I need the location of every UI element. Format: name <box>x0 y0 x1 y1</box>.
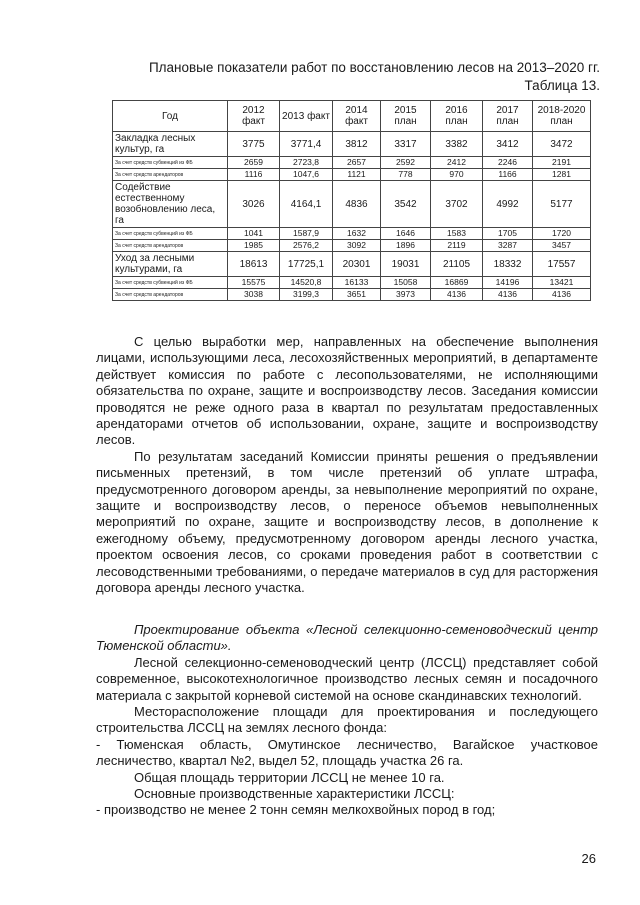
paragraph: - производство не менее 2 тонн семян мелкохвойных пород в год; <box>96 802 496 818</box>
table-cell: 19031 <box>381 252 431 277</box>
table-cell: 778 <box>381 169 431 181</box>
table-cell: 2657 <box>333 157 381 169</box>
header-year: 2012 факт <box>228 101 280 132</box>
paragraph: Основные производственные характеристики ЛССЦ: <box>134 786 455 802</box>
table-cell: 1041 <box>228 228 280 240</box>
header-year: 2015 план <box>381 101 431 132</box>
table-cell: 1896 <box>381 240 431 252</box>
table-cell: 5177 <box>533 181 591 228</box>
table-cell: 2659 <box>228 157 280 169</box>
table-cell: 16869 <box>431 277 483 289</box>
table-body <box>113 132 591 301</box>
table-cell: 4836 <box>333 181 381 228</box>
table-title-line: Плановые показатели работ по восстановлению лесов на 2013–2020 гг. <box>148 60 600 75</box>
row-label: За счет средств арендаторов <box>113 289 228 301</box>
table-cell: 3702 <box>431 181 483 228</box>
header-year: 2017 план <box>483 101 533 132</box>
table-cell: 17557 <box>533 252 591 277</box>
table-cell: 3457 <box>533 240 591 252</box>
table-cell: 1632 <box>333 228 381 240</box>
table-cell: 4136 <box>533 289 591 301</box>
table-cell: 1047,6 <box>280 169 333 181</box>
table-cell: 4992 <box>483 181 533 228</box>
paragraph: Общая площадь территории ЛССЦ не менее 10 га. <box>134 769 445 785</box>
table-cell: 3412 <box>483 132 533 157</box>
section-heading: Проектирование объекта «Лесной селекционно-семеноводческий центр Тюменской области». <box>96 622 598 654</box>
table-cell: 1281 <box>533 169 591 181</box>
table-cell: 14520,8 <box>280 277 333 289</box>
table-cell: 3775 <box>228 132 280 157</box>
table-cell: 2412 <box>431 157 483 169</box>
table-cell: 3038 <box>228 289 280 301</box>
table-title <box>108 59 600 95</box>
row-label: За счет средств субвенций из ФБ <box>113 277 228 289</box>
table-cell: 17725,1 <box>280 252 333 277</box>
table-cell: 1985 <box>228 240 280 252</box>
table-cell: 3317 <box>381 132 431 157</box>
table-subrow <box>113 277 591 289</box>
table-subrow <box>113 157 591 169</box>
paragraph: По результатам заседаний Комиссии приняты решения о предъявлении письменных претензий, в том числе претензий об уплате штрафа, предусмотренного договором аренды, за невыполнение мероприятий по охране, защите и воспроизводству лесов, о переносе объемов невыполненных мероприятий по охране, защите и воспроизводству лесов, в дополнение к ежегодному объему, предусмотренному договором аренды лесного участка, проектом освоения лесов, со сроками проведения работ в соответствии с лесоводственными требованиями, о передаче материалов в суд для расторжения договора аренды лесного участка. <box>96 448 598 596</box>
table-cell: 970 <box>431 169 483 181</box>
table-cell: 2723,8 <box>280 157 333 169</box>
table-cell: 2576,2 <box>280 240 333 252</box>
header-year: 2013 факт <box>280 101 333 132</box>
table-cell: 3026 <box>228 181 280 228</box>
table-cell: 1720 <box>533 228 591 240</box>
table-cell: 3382 <box>431 132 483 157</box>
table-cell: 1583 <box>431 228 483 240</box>
table-cell: 3812 <box>333 132 381 157</box>
table-cell: 3472 <box>533 132 591 157</box>
table-cell: 2246 <box>483 157 533 169</box>
paragraph-block-1 <box>96 334 598 597</box>
table-row <box>113 181 591 228</box>
table-cell: 15058 <box>381 277 431 289</box>
reforestation-table <box>112 100 591 301</box>
table-subrow <box>113 228 591 240</box>
table-cell: 4136 <box>431 289 483 301</box>
table-cell: 18332 <box>483 252 533 277</box>
row-label: За счет средств субвенций из ФБ <box>113 157 228 169</box>
header-year: 2014 факт <box>333 101 381 132</box>
table-cell: 1587,9 <box>280 228 333 240</box>
header-year-label: Год <box>113 101 228 132</box>
row-label: Закладка лесных культур, га <box>113 132 228 157</box>
table-cell: 16133 <box>333 277 381 289</box>
table-cell: 18613 <box>228 252 280 277</box>
table-header-row <box>113 101 591 132</box>
row-label: За счет средств арендаторов <box>113 169 228 181</box>
table-cell: 3092 <box>333 240 381 252</box>
table-cell: 14196 <box>483 277 533 289</box>
table-cell: 4164,1 <box>280 181 333 228</box>
table-cell: 1116 <box>228 169 280 181</box>
table-cell: 15575 <box>228 277 280 289</box>
table-cell: 2191 <box>533 157 591 169</box>
table-cell: 1646 <box>381 228 431 240</box>
header-year: 2018-2020 план <box>533 101 591 132</box>
table-cell: 3199,3 <box>280 289 333 301</box>
paragraph: - Тюменская область, Омутинское лесничество, Вагайское участковое лесничество, квартал №2, выдел 52, площадь участка 26 га. <box>96 736 598 769</box>
table-subrow <box>113 240 591 252</box>
page-number: 26 <box>581 851 596 866</box>
header-year: 2016 план <box>431 101 483 132</box>
row-label: За счет средств субвенций из ФБ <box>113 228 228 240</box>
paragraph: Месторасположение площади для проектирования и последующего строительства ЛССЦ на землях лесного фонда: <box>96 704 598 736</box>
table-subrow <box>113 289 591 301</box>
table-cell: 21105 <box>431 252 483 277</box>
table-cell: 3973 <box>381 289 431 301</box>
table-cell: 3287 <box>483 240 533 252</box>
table-row <box>113 252 591 277</box>
table-row <box>113 132 591 157</box>
table-cell: 1705 <box>483 228 533 240</box>
table-cell: 3651 <box>333 289 381 301</box>
paragraph-block-2 <box>96 622 598 819</box>
row-label: Уход за лесными культурами, га <box>113 252 228 277</box>
table-cell: 1121 <box>333 169 381 181</box>
table-cell: 1166 <box>483 169 533 181</box>
table-cell: 20301 <box>333 252 381 277</box>
table-cell: 13421 <box>533 277 591 289</box>
row-label: За счет средств арендаторов <box>113 240 228 252</box>
row-label: Содействие естественному возобновлению леса, га <box>113 181 228 228</box>
table-cell: 2119 <box>431 240 483 252</box>
table-cell: 2592 <box>381 157 431 169</box>
paragraph: Лесной селекционно-семеноводческий центр (ЛССЦ) представляет собой современное, высокотехнологичное производство лесных семян и посадочного материала с закрытой корневой системой на основе скандинавских технологий. <box>96 654 598 703</box>
table-number: Таблица 13. <box>524 78 600 93</box>
table-cell: 4136 <box>483 289 533 301</box>
table-cell: 3542 <box>381 181 431 228</box>
table-subrow <box>113 169 591 181</box>
paragraph: С целью выработки мер, направленных на обеспечение выполнения лицами, использующими леса, лесохозяйственных мероприятий, в департаменте действует комиссия по работе с лесопользователями, не исполняющими обязательства по охране, защите и воспроизводству лесов. Заседания комиссии проводятся не реже одного раза в квартал по результатам предоставленных арендаторами отчетов об использовании, охране, защите и воспроизводству лесов. <box>96 334 598 448</box>
table-cell: 3771,4 <box>280 132 333 157</box>
